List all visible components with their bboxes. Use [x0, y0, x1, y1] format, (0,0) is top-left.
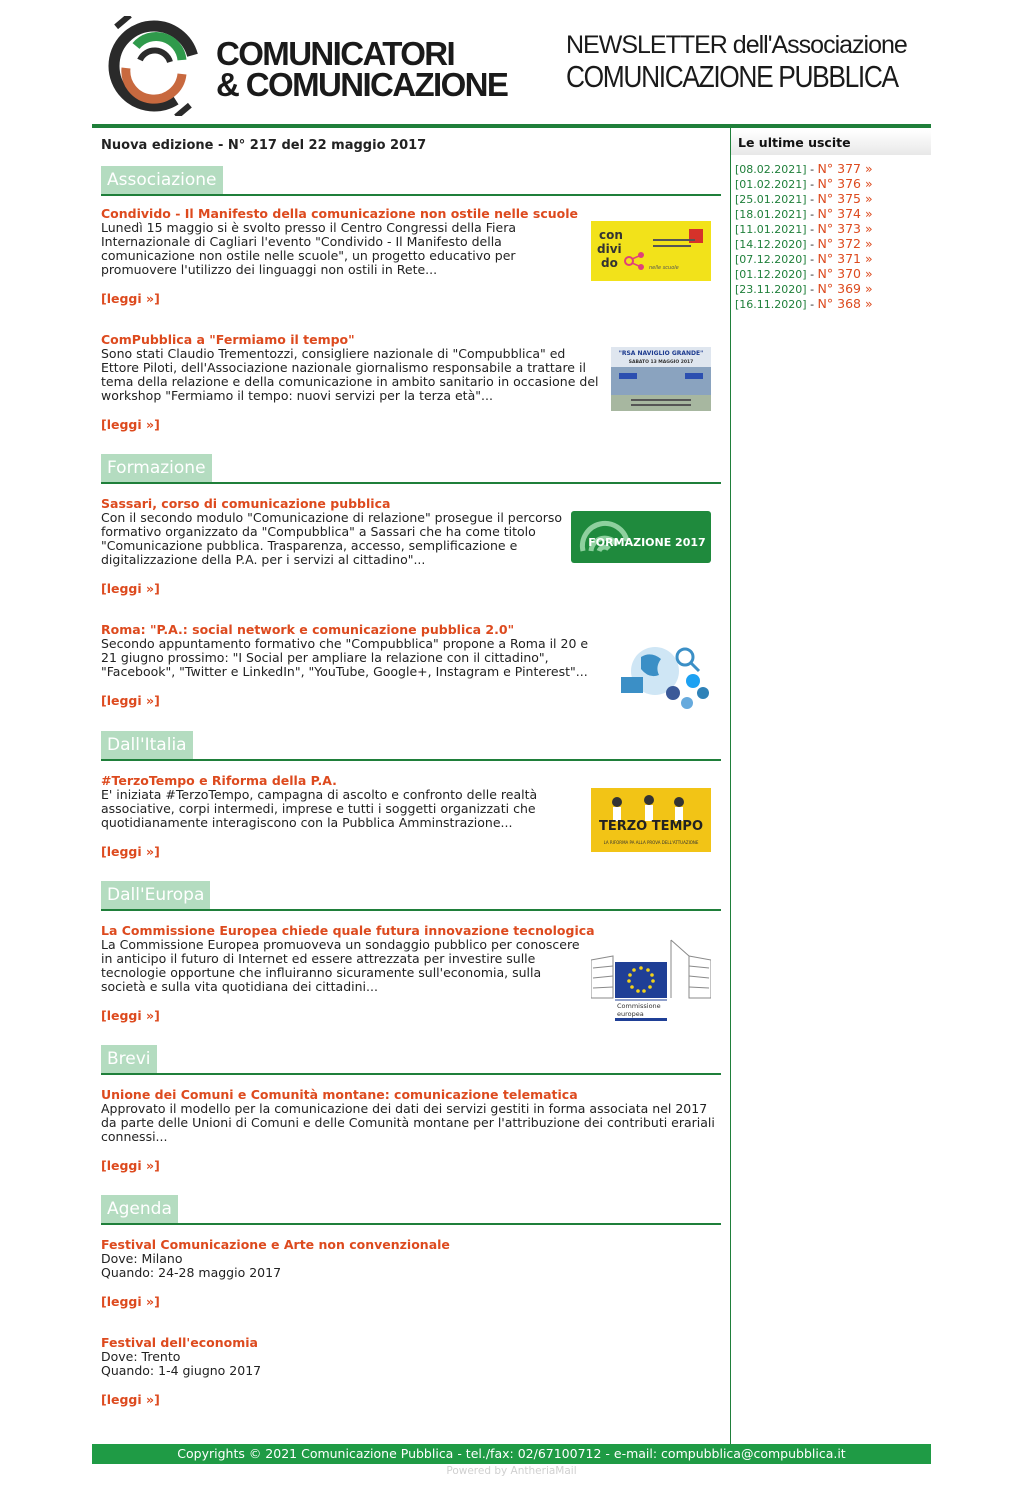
agenda-where: Dove: Trento: [101, 1349, 181, 1364]
issue-date: [07.12.2020]: [735, 253, 807, 266]
edition-title: Nuova edizione - N° 217 del 22 maggio 2017: [101, 138, 427, 153]
article-title-link[interactable]: Unione dei Comuni e Comunità montane: comunicazione telematica: [101, 1087, 578, 1102]
issue-date: [16.11.2020]: [735, 298, 807, 311]
issue-link[interactable]: [07.12.2020] - N° 371 »: [735, 251, 873, 266]
agenda-when: Quando: 1-4 giugno 2017: [101, 1363, 262, 1378]
newsletter-line-1: NEWSLETTER dell'Associazione: [566, 31, 907, 59]
logo-line-2: & COMUNICAZIONE: [216, 66, 508, 103]
issue-date: [25.01.2021]: [735, 193, 807, 206]
issue-number[interactable]: N° 372 »: [817, 236, 873, 251]
article-fermiamo-il-tempo: [101, 333, 721, 437]
article-summary: Approvato il modello per la comunicazione dei dati dei servizi gestiti in forma associata nel 2017 da parte delle Unioni di Comuni e delle Comunità montane per l'attribuzione dei contributi erariali connessi...: [101, 1101, 715, 1144]
issue-link[interactable]: [25.01.2021] - N° 375 »: [735, 191, 873, 206]
terzo-tempo-thumbnail[interactable]: [591, 788, 711, 852]
article-summary: Sono stati Claudio Trementozzi, consigliere nazionale di "Compubblica" ed Ettore Piloti, dell'Associazione nazionale giornalismo responsabile a trattare il tema della relazione e della comunicazione in ambito sanitario in occasione del workshop "Fermiamo il tempo: nuovi servizi per la terza età"...: [101, 346, 599, 403]
issue-link[interactable]: [16.11.2020] - N° 368 »: [735, 296, 873, 311]
section-associazione: [101, 166, 721, 196]
agenda-item-festival-arte: [101, 1238, 721, 1318]
condivido-thumbnail[interactable]: [591, 221, 711, 281]
article-summary: Con il secondo modulo "Comunicazione di relazione" prosegue il percorso formativo organizzato da "Compubblica" a Sassari che ha come titolo "Comunicazione pubblica. Trasparenza, accesso, semplificazione e digitalizzazione della P.A. per i servizi al cittadino"...: [101, 510, 563, 567]
thumb-word-2: divi: [597, 242, 622, 256]
issue-date: [01.02.2021]: [735, 178, 807, 191]
issue-link[interactable]: [14.12.2020] - N° 372 »: [735, 236, 873, 251]
agenda-item-festival-economia: [101, 1336, 721, 1416]
issue-date: [23.11.2020]: [735, 283, 807, 296]
article-sassari: [101, 497, 721, 601]
issue-number[interactable]: N° 374 »: [817, 206, 873, 221]
thumb-label: TERZO TEMPO: [598, 819, 704, 834]
article-condivido: [101, 207, 721, 311]
issue-date: [01.12.2020]: [735, 268, 807, 281]
issue-date: [18.01.2021]: [735, 208, 807, 221]
powered-by: Powered by AntheriaMail: [446, 1465, 577, 1477]
rsa-event-thumbnail[interactable]: [611, 347, 711, 411]
footer-copyright: Copyrights © 2021 Comunicazione Pubblica - tel./fax: 02/67100712 - e-mail: compubblica@compubblica.it: [92, 1444, 931, 1464]
issue-number[interactable]: N° 369 »: [817, 281, 873, 296]
article-summary: La Commissione Europea promuoveva un sondaggio pubblico per conoscere in anticipo il futuro di Internet ed essere attrezzata per investire sulle tecnologie opportune che influiranno sicuramente sull'economia, sulla società e sulla vita quotidiana dei cittadini...: [101, 937, 580, 994]
article-title-link[interactable]: #TerzoTempo e Riforma della P.A.: [101, 773, 337, 788]
thumb-line-1: "RSA NAVIGLIO GRANDE": [618, 350, 704, 357]
article-summary: Lunedì 15 maggio si è svolto presso il Centro Congressi della Fiera Internazionale di Cagliari l'evento "Condivido - Il Manifesto della comunicazione non ostile nelle scuole", un progetto educativo per promuovere l'utilizzo dei linguaggi non ostili in Rete...: [101, 220, 517, 277]
section-line: [101, 759, 721, 761]
issue-link[interactable]: [11.01.2021] - N° 373 »: [735, 221, 873, 236]
article-roma-social: [101, 623, 721, 713]
issue-link[interactable]: [01.12.2020] - N° 370 »: [735, 266, 873, 281]
formazione-2017-thumbnail[interactable]: [571, 511, 711, 563]
newsletter-heading: [566, 30, 956, 94]
read-more-link[interactable]: [leggi »]: [101, 417, 160, 432]
logo-line-1: COMUNICATORI: [216, 35, 455, 72]
section-tab: Formazione: [101, 454, 212, 482]
agenda-when: Quando: 24-28 maggio 2017: [101, 1265, 282, 1280]
section-brevi: [101, 1045, 721, 1075]
thumb-word-1: con: [599, 228, 623, 242]
section-dall-italia: [101, 731, 721, 761]
logo-icon: [108, 16, 200, 116]
agenda-where: Dove: Milano: [101, 1251, 183, 1266]
issue-date: [11.01.2021]: [735, 223, 807, 236]
article-title-link[interactable]: La Commissione Europea chiede quale futura innovazione tecnologica: [101, 923, 595, 938]
issue-number[interactable]: N° 368 »: [817, 296, 873, 311]
article-title-link[interactable]: Festival Comunicazione e Arte non convenzionale: [101, 1237, 450, 1252]
thumb-word-3: do: [601, 256, 618, 270]
article-title-link[interactable]: Festival dell'economia: [101, 1335, 258, 1350]
logo-wordmark: [216, 35, 508, 103]
european-commission-logo[interactable]: [591, 938, 711, 1022]
read-more-link[interactable]: [leggi »]: [101, 581, 160, 596]
newsletter-page: [92, 0, 931, 1485]
issue-number[interactable]: N° 370 »: [817, 266, 873, 281]
read-more-link[interactable]: [leggi »]: [101, 693, 160, 708]
main-content: [92, 128, 730, 1444]
section-tab: Agenda: [101, 1195, 178, 1223]
read-more-link[interactable]: [leggi »]: [101, 1008, 160, 1023]
article-commissione-europea: [101, 924, 721, 1028]
article-unione-comuni: [101, 1088, 721, 1178]
header: [92, 0, 931, 124]
article-title-link[interactable]: Sassari, corso di comunicazione pubblica: [101, 496, 391, 511]
issue-number[interactable]: N° 371 »: [817, 251, 873, 266]
read-more-link[interactable]: [leggi »]: [101, 1294, 160, 1309]
logo-caption-2: europea: [617, 1010, 644, 1018]
issue-date: [14.12.2020]: [735, 238, 807, 251]
article-summary: E' iniziata #TerzoTempo, campagna di ascolto e confronto delle realtà associative, corpi intermedi, imprese e tutti i soggetti organizzati che quotidianamente interagiscono con la Pubblica Amminstrazione...: [101, 787, 538, 830]
issue-list: [735, 162, 873, 312]
section-tab: Dall'Italia: [101, 731, 193, 759]
article-terzo-tempo: [101, 774, 721, 864]
thumb-label: FORMAZIONE 2017: [588, 536, 706, 549]
logo-caption-1: Commissione: [617, 1002, 661, 1010]
section-agenda: [101, 1195, 721, 1225]
read-more-link[interactable]: [leggi »]: [101, 291, 160, 306]
issue-link[interactable]: [18.01.2021] - N° 374 »: [735, 206, 873, 221]
issue-number[interactable]: N° 377 »: [817, 161, 873, 176]
read-more-link[interactable]: [leggi »]: [101, 1158, 160, 1173]
section-line: [101, 1073, 721, 1075]
issue-number[interactable]: N° 376 »: [817, 176, 873, 191]
issue-number[interactable]: N° 373 »: [817, 221, 873, 236]
article-summary: Secondo appuntamento formativo che "Compubblica" propone a Roma il 20 e 21 giugno prossimo: "I Social per ampliare la relazione con il cittadino", "Facebook", "Twitter e LinkedIn", "YouTube, Google+, Instagram e Pinterest"...: [101, 636, 589, 679]
article-title-link[interactable]: ComPubblica a "Fermiamo il tempo": [101, 332, 355, 347]
read-more-link[interactable]: [leggi »]: [101, 1392, 160, 1407]
section-line: [101, 482, 721, 484]
thumb-line-2: SABATO 13 MAGGIO 2017: [628, 360, 694, 365]
section-dall-europa: [101, 881, 721, 911]
section-formazione: [101, 454, 721, 484]
section-line: [101, 909, 721, 911]
social-network-thumbnail[interactable]: [611, 637, 711, 711]
sidebar-title: Le ultime uscite: [731, 130, 931, 155]
section-tab: Associazione: [101, 166, 223, 194]
issue-link[interactable]: [08.02.2021] - N° 377 »: [735, 161, 873, 176]
sidebar-latest-issues: [731, 128, 931, 1444]
issue-link[interactable]: [01.02.2021] - N° 376 »: [735, 176, 873, 191]
thumb-sub: nelle scuole: [649, 265, 679, 271]
issue-link[interactable]: [23.11.2020] - N° 369 »: [735, 281, 873, 296]
issue-date: [08.02.2021]: [735, 163, 807, 176]
article-title-link[interactable]: Roma: "P.A.: social network e comunicazione pubblica 2.0": [101, 622, 515, 637]
section-line: [101, 194, 721, 196]
read-more-link[interactable]: [leggi »]: [101, 844, 160, 859]
section-line: [101, 1223, 721, 1225]
newsletter-line-2: COMUNICAZIONE PUBBLICA: [566, 59, 898, 94]
article-title-link[interactable]: Condivido - Il Manifesto della comunicazione non ostile nelle scuole: [101, 206, 578, 221]
section-tab: Dall'Europa: [101, 881, 210, 909]
thumb-sub: LA RIFORMA PA ALLA PROVA DELL'ATTUAZIONE: [603, 840, 699, 845]
section-tab: Brevi: [101, 1045, 157, 1073]
issue-number[interactable]: N° 375 »: [817, 191, 873, 206]
